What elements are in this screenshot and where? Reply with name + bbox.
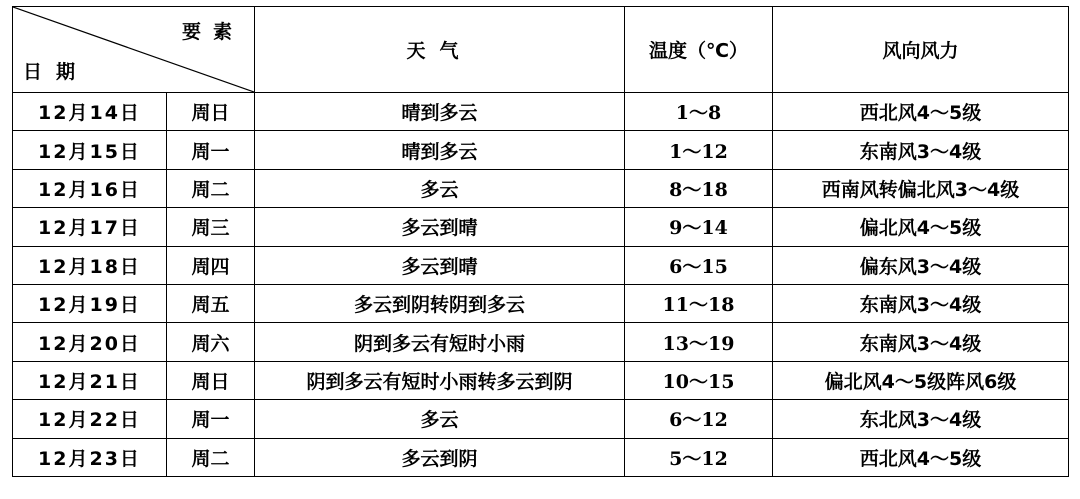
weekday-cell: 周一 <box>167 400 255 438</box>
table-row <box>13 169 1069 207</box>
element-header-label: 要素 <box>181 21 244 43</box>
temperature-cell: 1～8 <box>625 93 773 131</box>
table-row <box>13 323 1069 361</box>
date-header-label: 日期 <box>23 61 90 83</box>
weather-cell: 多云到晴 <box>255 246 625 284</box>
temperature-column-header: 温度（℃） <box>625 7 773 93</box>
weather-cell: 晴到多云 <box>255 131 625 169</box>
weekday-cell: 周日 <box>167 361 255 399</box>
date-cell: 12月20日 <box>13 323 167 361</box>
weather-cell: 多云到晴 <box>255 208 625 246</box>
wind-cell: 东南风3～4级 <box>773 131 1069 169</box>
temperature-cell: 1～12 <box>625 131 773 169</box>
table-row <box>13 400 1069 438</box>
temperature-cell: 10～15 <box>625 361 773 399</box>
wind-cell: 西北风4～5级 <box>773 93 1069 131</box>
forecast-rows <box>13 93 1069 477</box>
corner-header-cell <box>13 7 255 93</box>
wind-cell: 东南风3～4级 <box>773 284 1069 322</box>
wind-column-header: 风向风力 <box>773 7 1069 93</box>
weekday-cell: 周三 <box>167 208 255 246</box>
weather-cell: 多云 <box>255 169 625 207</box>
weekday-cell: 周六 <box>167 323 255 361</box>
table-row <box>13 208 1069 246</box>
date-cell: 12月21日 <box>13 361 167 399</box>
temperature-cell: 9～14 <box>625 208 773 246</box>
wind-cell: 偏东风3～4级 <box>773 246 1069 284</box>
weather-column-header: 天气 <box>255 7 625 93</box>
weekday-cell: 周日 <box>167 93 255 131</box>
weather-cell: 晴到多云 <box>255 93 625 131</box>
temperature-cell: 5～12 <box>625 438 773 476</box>
date-cell: 12月22日 <box>13 400 167 438</box>
weather-cell: 阴到多云有短时小雨 <box>255 323 625 361</box>
table-row <box>13 284 1069 322</box>
wind-cell: 偏北风4～5级 <box>773 208 1069 246</box>
table-row <box>13 438 1069 476</box>
table-row <box>13 93 1069 131</box>
weather-cell: 多云到阴 <box>255 438 625 476</box>
date-cell: 12月15日 <box>13 131 167 169</box>
weekday-cell: 周一 <box>167 131 255 169</box>
weather-cell: 阴到多云有短时小雨转多云到阴 <box>255 361 625 399</box>
weather-forecast-table <box>12 6 1069 477</box>
wind-cell: 西南风转偏北风3～4级 <box>773 169 1069 207</box>
table-row <box>13 246 1069 284</box>
wind-cell: 偏北风4～5级阵风6级 <box>773 361 1069 399</box>
weekday-cell: 周二 <box>167 169 255 207</box>
header-row <box>13 7 1069 93</box>
date-cell: 12月23日 <box>13 438 167 476</box>
temperature-cell: 11～18 <box>625 284 773 322</box>
date-cell: 12月18日 <box>13 246 167 284</box>
weather-cell: 多云 <box>255 400 625 438</box>
temperature-cell: 13～19 <box>625 323 773 361</box>
wind-cell: 东南风3～4级 <box>773 323 1069 361</box>
temperature-cell: 8～18 <box>625 169 773 207</box>
date-cell: 12月16日 <box>13 169 167 207</box>
temperature-cell: 6～12 <box>625 400 773 438</box>
date-cell: 12月17日 <box>13 208 167 246</box>
wind-cell: 西北风4～5级 <box>773 438 1069 476</box>
weekday-cell: 周五 <box>167 284 255 322</box>
table-row <box>13 131 1069 169</box>
date-cell: 12月14日 <box>13 93 167 131</box>
temperature-cell: 6～15 <box>625 246 773 284</box>
table-row <box>13 361 1069 399</box>
weekday-cell: 周二 <box>167 438 255 476</box>
wind-cell: 东北风3～4级 <box>773 400 1069 438</box>
date-cell: 12月19日 <box>13 284 167 322</box>
weather-cell: 多云到阴转阴到多云 <box>255 284 625 322</box>
weekday-cell: 周四 <box>167 246 255 284</box>
